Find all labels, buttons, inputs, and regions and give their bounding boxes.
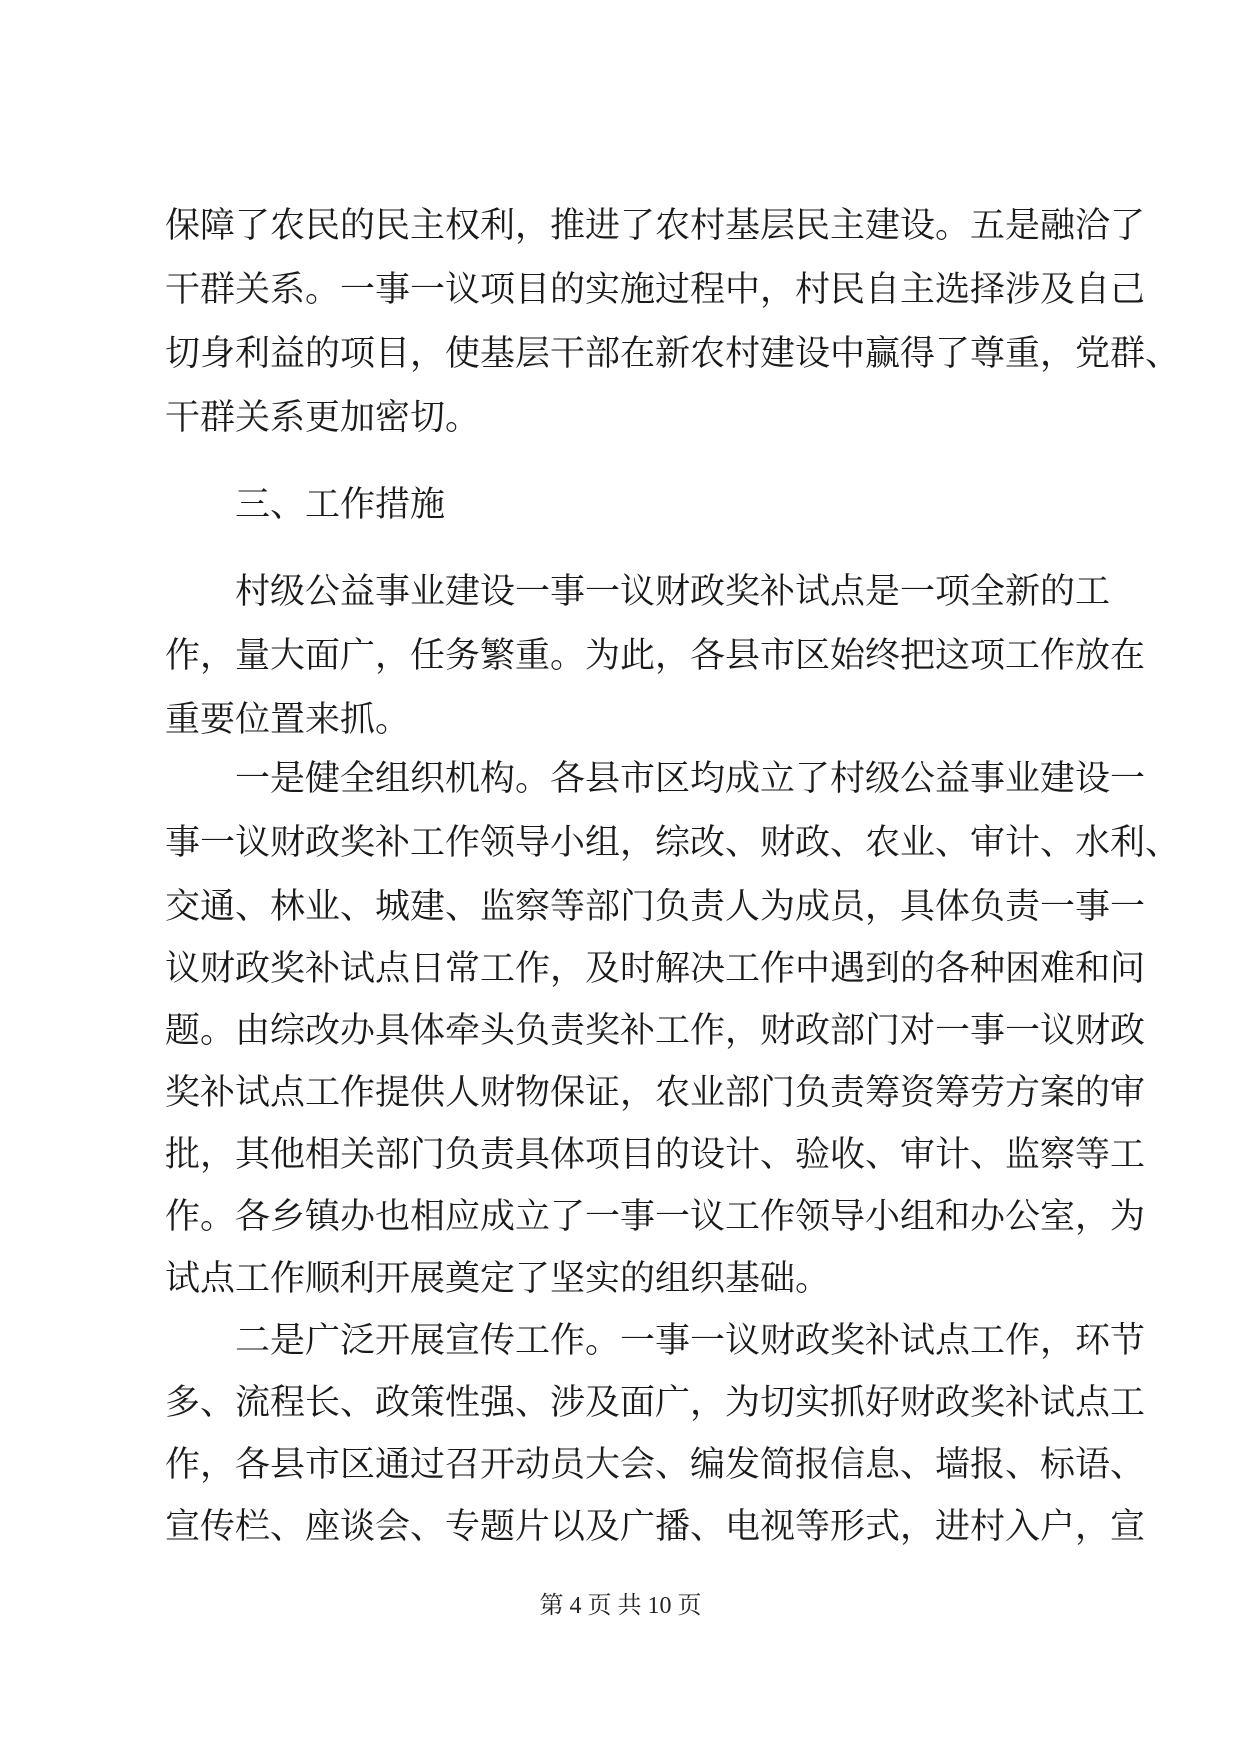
text-line: 作，各县市区通过召开动员大会、编发简报信息、墙报、标语、 [165, 1445, 1146, 1485]
text-line: 村级公益事业建设一事一议财政奖补试点是一项全新的工 [235, 572, 1111, 612]
text-line: 作，量大面广，任务繁重。为此，各县市区始终把这项工作放在 [165, 636, 1146, 676]
text-line: 重要位置来抓。 [165, 700, 411, 740]
text-line: 题。由综改办具体牵头负责奖补工作，财政部门对一事一议财政 [165, 1011, 1146, 1051]
text-line: 干群关系更加密切。 [165, 398, 481, 438]
section-heading: 三、工作措施 [235, 485, 446, 525]
text-line: 切身利益的项目，使基层干部在新农村建设中赢得了尊重，党群、 [165, 334, 1181, 374]
text-line: 干群关系。一事一议项目的实施过程中，村民自主选择涉及自己 [165, 270, 1146, 310]
text-line: 奖补试点工作提供人财物保证，农业部门负责筹资筹劳方案的审 [165, 1073, 1146, 1113]
text-line: 交通、林业、城建、监察等部门负责人为成员，具体负责一事一 [165, 887, 1146, 927]
text-line: 宣传栏、座谈会、专题片以及广播、电视等形式，进村入户，宣 [165, 1507, 1146, 1547]
text-line: 议财政奖补试点日常工作，及时解决工作中遇到的各种困难和问 [165, 949, 1146, 989]
text-line: 一是健全组织机构。各县市区均成立了村级公益事业建设一 [235, 759, 1146, 799]
text-line: 多、流程长、政策性强、涉及面广，为切实抓好财政奖补试点工 [165, 1383, 1146, 1423]
text-line: 试点工作顺利开展奠定了坚实的组织基础。 [165, 1259, 831, 1299]
page-number-footer: 第 4 页 共 10 页 [539, 1593, 702, 1619]
text-line: 保障了农民的民主权利，推进了农村基层民主建设。五是融洽了 [165, 206, 1146, 246]
text-line: 事一议财政奖补工作领导小组，综改、财政、农业、审计、水利、 [165, 823, 1181, 863]
text-line: 作。各乡镇办也相应成立了一事一议工作领导小组和办公室，为 [165, 1197, 1146, 1237]
text-line: 二是广泛开展宣传工作。一事一议财政奖补试点工作，环节 [235, 1321, 1146, 1361]
text-line: 批，其他相关部门负责具体项目的设计、验收、审计、监察等工 [165, 1135, 1146, 1175]
